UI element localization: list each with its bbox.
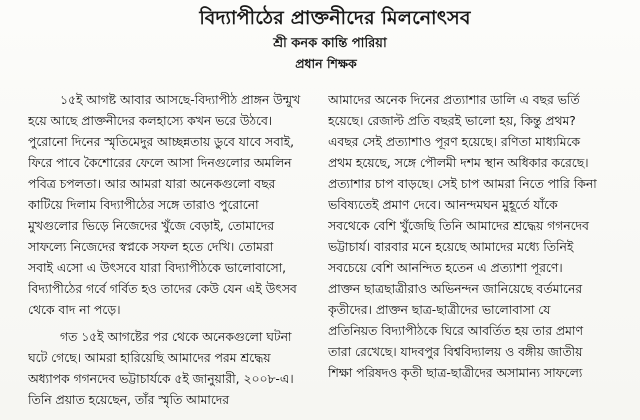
text-line: প্রাক্তন ছাত্রছাত্রীরাও অভিনন্দন জানিয়েছে বর্তমানের: [328, 282, 583, 296]
text-line: সবাই এসো এ উৎসবে যারা বিদ্যাপীঠকে ভালোবাসো,: [28, 261, 287, 275]
text-line: তিনি প্রয়াত হয়েছেন, তাঁর স্মৃতি আমাদের: [28, 393, 229, 407]
text-line: বিদ্যাপীঠের গর্বে গর্বিত হও তাদের কেউ যেন এই উৎসব: [28, 282, 297, 296]
text-line: গত ১৫ই আগষ্টের পর থেকে অনেকগুলো ঘটনা: [60, 330, 292, 344]
text-line: কাটিয়ে দিলাম বিদ্যাপীঠের সঙ্গে তারাও পুরোনো: [28, 198, 259, 212]
text-line: ফিরে পাবে কৈশোরের ফেলে আসা দিনগুলোর অমলিন: [28, 156, 292, 170]
text-line: এবছর সেই প্রত্যাশাও পূরণ হয়েছে। রণিতা মাধ্যমিকে: [328, 135, 581, 149]
author-role: প্রধান শিক্ষক: [295, 56, 357, 71]
text-line: ভবিষ্যতেই প্রমাণ দেবে। আনন্দমঘন মুহূর্তে যাঁকে: [328, 198, 558, 212]
text-line: সবথেকে বেশি খুঁজেছি তিনি আমাদের শ্রদ্ধেয় গগনদেব: [328, 219, 589, 233]
text-line: ঘটে গেছে। আমরা হারিয়েছি আমাদের পরম শ্রদ্ধেয়: [28, 351, 271, 365]
text-line: ভট্টাচার্য। বারবার মনে হয়েছে আমাদের মধ্যে তিনিই: [328, 240, 574, 254]
text-line: প্রতিনিয়ত বিদ্যাপীঠকে ঘিরে আবর্তিত হয় তার প্রমাণ: [328, 324, 583, 338]
text-line: হয়েছে। রেজাল্ট প্রতি বছরই ভালো হয়, কিন্তু প্রথম?: [328, 114, 576, 128]
text-line: সবচেয়ে বেশি আনন্দিত হতেন এ প্রত্যাশা পূরণে।: [328, 261, 563, 275]
text-line: শিক্ষা পরিষদও কৃতী ছাত্র-ছাত্রীদের অসামান্য সাফল্যে: [328, 366, 583, 380]
left-column: [28, 90, 318, 411]
page-edge-fade: [0, 408, 640, 420]
right-column: [328, 90, 628, 384]
text-line: মুখগুলোর ভিড়ে নিজেদের খুঁজে বেড়াই, তোমাদের: [28, 219, 274, 233]
text-line: প্রথম হয়েছে, সঙ্গে পৌলমী দশম স্থান অধিকার করেছে।: [328, 156, 589, 170]
text-line: পুরোনো দিনের স্মৃতিমেদুর আচ্ছন্নতায় ডুবে যাবে সবাই,: [28, 135, 294, 149]
text-line: অধ্যাপক গগনদেব ভট্টাচার্যকে ৫ই জানুয়ারী, ২০০৮-এ।: [28, 372, 294, 386]
text-line: প্রত্যাশার চাপ বাড়ছে। সেই চাপ আমরা নিতে পারি কিনা: [328, 177, 597, 191]
text-line: থেকে বাদ না পড়ে।: [28, 303, 121, 317]
text-line: আমাদের অনেক দিনের প্রত্যাশার ডালি এ বছর ভর্তি: [328, 93, 580, 107]
text-line: হয়ে আছে প্রাক্তনীদের কলহাস্যে কখন ভরে উঠবে।: [28, 114, 273, 128]
article-author: শ্রী কনক কান্তি পারিয়া: [273, 36, 387, 51]
text-line: কৃতীদের। প্রাক্তন ছাত্র-ছাত্রীদের ভালোবাসা যে: [328, 303, 551, 317]
text-line: ১৫ই আগষ্ট আবার আসছে-বিদ্যাপীঠ প্রাঙ্গন উন্মুখ: [60, 93, 301, 107]
text-line: পবিত্র চপলতা। আর আমরা যারা অনেকগুলো বছর: [28, 177, 276, 191]
article-header: [0, 6, 640, 74]
text-line: তারা রেখেছে। যাদবপুর বিশ্ববিদ্যালয় ও বঙ্গীয় জাতীয়: [328, 345, 583, 359]
text-line: সাফল্যে নিজেদের স্বপ্নকে সফল হতে দেখি। তোমরা: [28, 240, 274, 254]
article-title: বিদ্যাপীঠের প্রাক্তনীদের মিলনোৎসব: [199, 7, 471, 29]
